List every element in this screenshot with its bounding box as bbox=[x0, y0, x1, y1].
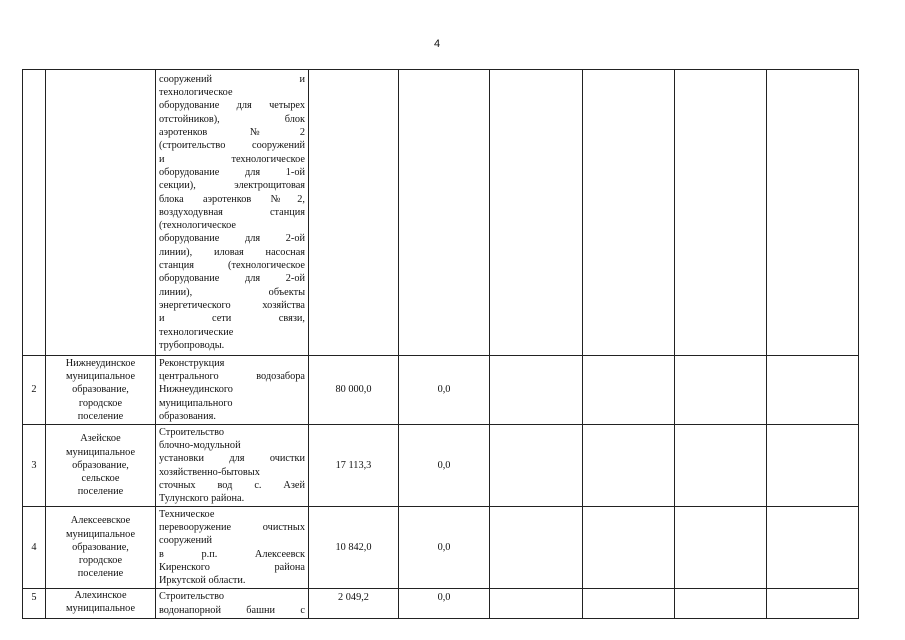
empty-cell bbox=[583, 356, 675, 425]
municipality-line: Азейское bbox=[80, 433, 121, 445]
empty-cell bbox=[675, 507, 767, 589]
description-line: Строительство bbox=[159, 426, 225, 438]
description-cell bbox=[156, 70, 309, 356]
description-line: энергетического хозяйства bbox=[159, 299, 305, 311]
description-line: Техническое bbox=[159, 508, 215, 520]
table-row bbox=[23, 507, 859, 589]
description-line: Киренского района bbox=[159, 561, 305, 573]
data-table bbox=[22, 69, 859, 619]
description-line: (строительство сооружений bbox=[159, 140, 305, 152]
description-line: станция (технологическое bbox=[159, 260, 305, 272]
description-line: технологическое bbox=[159, 87, 233, 99]
value-cell: 0,0 bbox=[399, 425, 490, 507]
description-line: оборудование для четырех bbox=[159, 100, 305, 112]
empty-cell bbox=[767, 507, 859, 589]
description-line: аэротенков №2 bbox=[159, 127, 305, 139]
empty-cell bbox=[490, 589, 583, 619]
empty-cell bbox=[675, 425, 767, 507]
description-cell bbox=[156, 425, 309, 507]
description-line: муниципального bbox=[159, 397, 233, 409]
empty-cell bbox=[583, 70, 675, 356]
description-line: Нижнеудинского bbox=[159, 384, 233, 396]
page-number: 4 bbox=[434, 38, 441, 50]
description-line: оборудование для 2-ой bbox=[159, 233, 305, 245]
description-line: и технологическое bbox=[159, 153, 305, 165]
municipality-line: сельское bbox=[81, 473, 120, 485]
empty-cell bbox=[490, 356, 583, 425]
description-line: водонапорной башни с bbox=[159, 604, 305, 616]
row-number-cell: 2 bbox=[23, 356, 46, 425]
description-line: образования. bbox=[159, 410, 216, 422]
amount-cell: 2 049,2 bbox=[309, 589, 399, 619]
description-line: сооружений bbox=[159, 535, 212, 547]
value-cell: 0,0 bbox=[399, 356, 490, 425]
municipality-line: городское bbox=[78, 397, 123, 409]
empty-cell bbox=[767, 70, 859, 356]
description-line: сточных вод с. Азей bbox=[159, 479, 305, 491]
empty-cell bbox=[583, 425, 675, 507]
description-line: Реконструкция bbox=[159, 357, 225, 369]
municipality-line: поселение bbox=[77, 486, 124, 498]
description-line: оборудование для 1-ой bbox=[159, 166, 305, 178]
empty-cell bbox=[675, 589, 767, 619]
municipality-line: муниципальное bbox=[65, 371, 136, 383]
municipality-line: образование, bbox=[72, 541, 129, 553]
description-line: отстойников), блок bbox=[159, 113, 305, 125]
value-cell: 0,0 bbox=[399, 507, 490, 589]
description-line: линии), объекты bbox=[159, 286, 305, 298]
empty-cell bbox=[490, 70, 583, 356]
municipality-line: поселение bbox=[77, 568, 124, 580]
empty-cell bbox=[675, 70, 767, 356]
row-number-cell: 4 bbox=[23, 507, 46, 589]
empty-cell bbox=[490, 507, 583, 589]
municipality-line: муниципальное bbox=[65, 446, 136, 458]
municipality-line: муниципальное bbox=[65, 528, 136, 540]
municipality-line: образование, bbox=[72, 384, 129, 396]
description-line: (технологическое bbox=[159, 220, 236, 232]
description-cell bbox=[156, 507, 309, 589]
amount-cell: 80 000,0 bbox=[309, 356, 399, 425]
description-line: перевооружение очистных bbox=[159, 521, 305, 533]
description-line: Тулунского района. bbox=[159, 493, 245, 505]
municipality-cell bbox=[46, 425, 156, 507]
description-line: сооружений и bbox=[159, 73, 305, 85]
row-number-cell: 5 bbox=[23, 589, 46, 619]
description-line: Иркутской области. bbox=[159, 575, 246, 587]
municipality-line: поселение bbox=[77, 410, 124, 422]
municipality-line: Алехинское bbox=[74, 590, 127, 601]
description-line: блока аэротенков №2, bbox=[159, 193, 305, 205]
empty-cell bbox=[767, 356, 859, 425]
value-cell: 0,0 bbox=[399, 589, 490, 619]
description-line: и сети связи, bbox=[159, 313, 305, 325]
description-line: хозяйственно-бытовых bbox=[159, 466, 260, 478]
amount-cell: 10 842,0 bbox=[309, 507, 399, 589]
description-line: технологические bbox=[159, 326, 234, 338]
municipality-line: Алексеевское bbox=[70, 515, 131, 527]
amount-cell: 17 113,3 bbox=[309, 425, 399, 507]
description-line: центрального водозабора bbox=[159, 371, 305, 383]
municipality-cell bbox=[46, 507, 156, 589]
municipality-line: образование, bbox=[72, 459, 129, 471]
row-number-cell bbox=[23, 70, 46, 356]
table-row bbox=[23, 425, 859, 507]
empty-cell bbox=[583, 589, 675, 619]
municipality-line: муниципальное bbox=[65, 603, 136, 615]
table-row bbox=[23, 356, 859, 425]
description-cell bbox=[156, 589, 309, 619]
empty-cell bbox=[767, 425, 859, 507]
empty-cell bbox=[767, 589, 859, 619]
description-line: Строительство bbox=[159, 591, 225, 603]
value-cell bbox=[399, 70, 490, 356]
empty-cell bbox=[583, 507, 675, 589]
description-line: оборудование для 2-ой bbox=[159, 273, 305, 285]
municipality-line: городское bbox=[78, 555, 123, 567]
empty-cell bbox=[675, 356, 767, 425]
row-number-cell: 3 bbox=[23, 425, 46, 507]
description-line: секции), электрощитовая bbox=[159, 180, 305, 192]
description-line: воздуходувная станция bbox=[159, 206, 305, 218]
description-line: в р.п. Алексеевск bbox=[159, 548, 305, 560]
municipality-cell bbox=[46, 589, 156, 619]
empty-cell bbox=[490, 425, 583, 507]
municipality-line: Нижнеудинское bbox=[65, 357, 136, 369]
municipality-cell bbox=[46, 356, 156, 425]
description-line: установки для очистки bbox=[159, 453, 305, 465]
description-cell bbox=[156, 356, 309, 425]
amount-cell bbox=[309, 70, 399, 356]
description-line: трубопроводы. bbox=[159, 339, 225, 351]
table-row bbox=[23, 70, 859, 356]
description-line: линии), иловая насосная bbox=[159, 246, 305, 258]
description-line: блочно-модульной bbox=[159, 439, 241, 451]
table-row bbox=[23, 589, 859, 619]
municipality-cell bbox=[46, 70, 156, 356]
